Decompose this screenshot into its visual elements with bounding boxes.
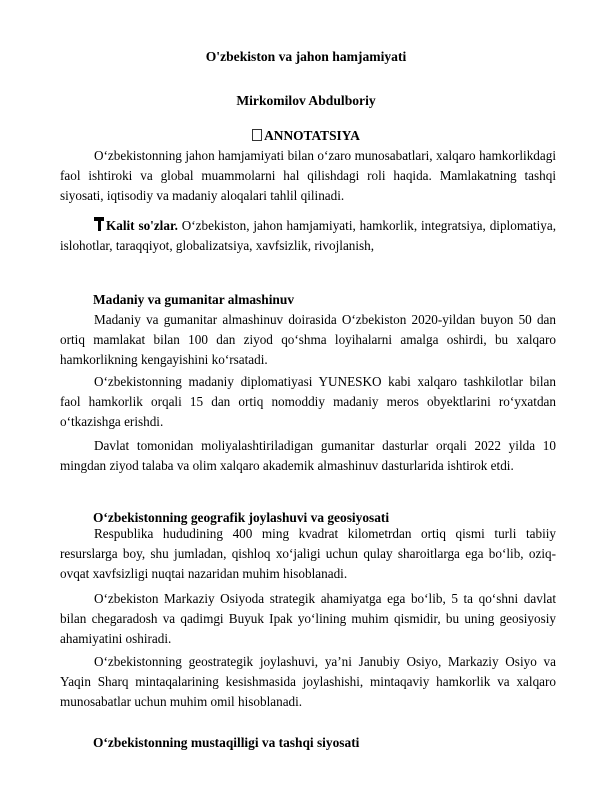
paragraph-text: Respublika hududining 400 ming kvadrat kilometrdan ortiq qismi turli tabiiy resurslarga boy, shu jumladan, qishloq xo‘jaligi uchun qulay sharoitlarga ega bo‘lib, oziq-ovqat xavfsizligi nuqtai nazaridan muhim hisoblanadi. <box>60 526 556 581</box>
paragraph <box>60 436 556 476</box>
annotation-heading: ANNOTATSIYA <box>264 128 360 143</box>
document-title: O'zbekiston va jahon hamjamiyati <box>205 49 407 64</box>
paragraph-text: Madaniy va gumanitar almashinuv doirasida O‘zbekiston 2020-yildan buyon 50 dan ortiq mamlakat bilan 100 dan ziyod qo‘shma loyihalarni amalga oshirdi, bu xalqaro hamkorlikning kengayishini ko‘rsatadi. <box>60 312 556 367</box>
paragraph <box>60 310 556 370</box>
annotation-text: O‘zbekistonning jahon hamjamiyati bilan o‘zaro munosabatlari, xalqaro hamkorlikdagi faol ishtiroki va global muammolarni hal qilishdagi roli haqida. Mamlakatning tashqi siyosati, iqtisodiy va madaniy aloqalari tahlil qilinadi. <box>60 148 556 203</box>
paragraph-text: Davlat tomonidan moliyalashtiriladigan gumanitar dasturlar orqali 2022 yilda 10 mingdan ziyod talaba va olim xalqaro akademik almashinuv dasturlarida ishtirok etdi. <box>60 438 556 473</box>
annotation-heading-row <box>0 126 612 146</box>
missing-glyph-icon <box>252 129 262 141</box>
pin-icon <box>94 217 104 231</box>
keywords-text: O‘zbekiston, jahon hamjamiyati, hamkorlik, integratsiya, diplomatiya, islohotlar, taraqqiyot, globalizatsiya, xavfsizlik, rivojlanish, <box>60 218 556 253</box>
keywords-paragraph <box>60 216 556 256</box>
section-heading-geography: O‘zbekistonning geografik joylashuvi va geosiyosati <box>93 510 390 525</box>
document-author: Mirkomilov Abdulboriy <box>236 93 376 108</box>
paragraph-text: O‘zbekiston Markaziy Osiyoda strategik ahamiyatga ega bo‘lib, 5 ta qo‘shni davlat bilan chegaradosh va qadimgi Buyuk Ipak yo‘lining muhim qismidir, bu uning geosiyosiy ahamiyatini oshiradi. <box>60 591 556 646</box>
paragraph <box>60 652 556 712</box>
annotation-paragraph <box>60 146 556 206</box>
paragraph-text: O‘zbekistonning madaniy diplomatiyasi YUNESKO kabi xalqaro tashkilotlar bilan faol hamkorlik orqali 15 dan ortiq nomoddiy madaniy meros obyektlarini ro‘yxatdan o‘tkazishga erishdi. <box>60 374 556 429</box>
keywords-label: Kalit so'zlar. <box>106 218 178 233</box>
section-heading-cultural-exchange: Madaniy va gumanitar almashinuv <box>93 292 295 307</box>
section-heading-independence: O‘zbekistonning mustaqilligi va tashqi siyosati <box>93 735 360 750</box>
paragraph <box>60 589 556 649</box>
paragraph-text: O‘zbekistonning geostrategik joylashuvi, ya’ni Janubiy Osiyo, Markaziy Osiyo va Yaqin Sharq mintaqalarining kesishmasida joylashishi, mintaqaviy hamkorlik va xalqaro munosabatlar uchun muhim omil hisoblanadi. <box>60 654 556 709</box>
paragraph <box>60 524 556 584</box>
paragraph <box>60 372 556 432</box>
